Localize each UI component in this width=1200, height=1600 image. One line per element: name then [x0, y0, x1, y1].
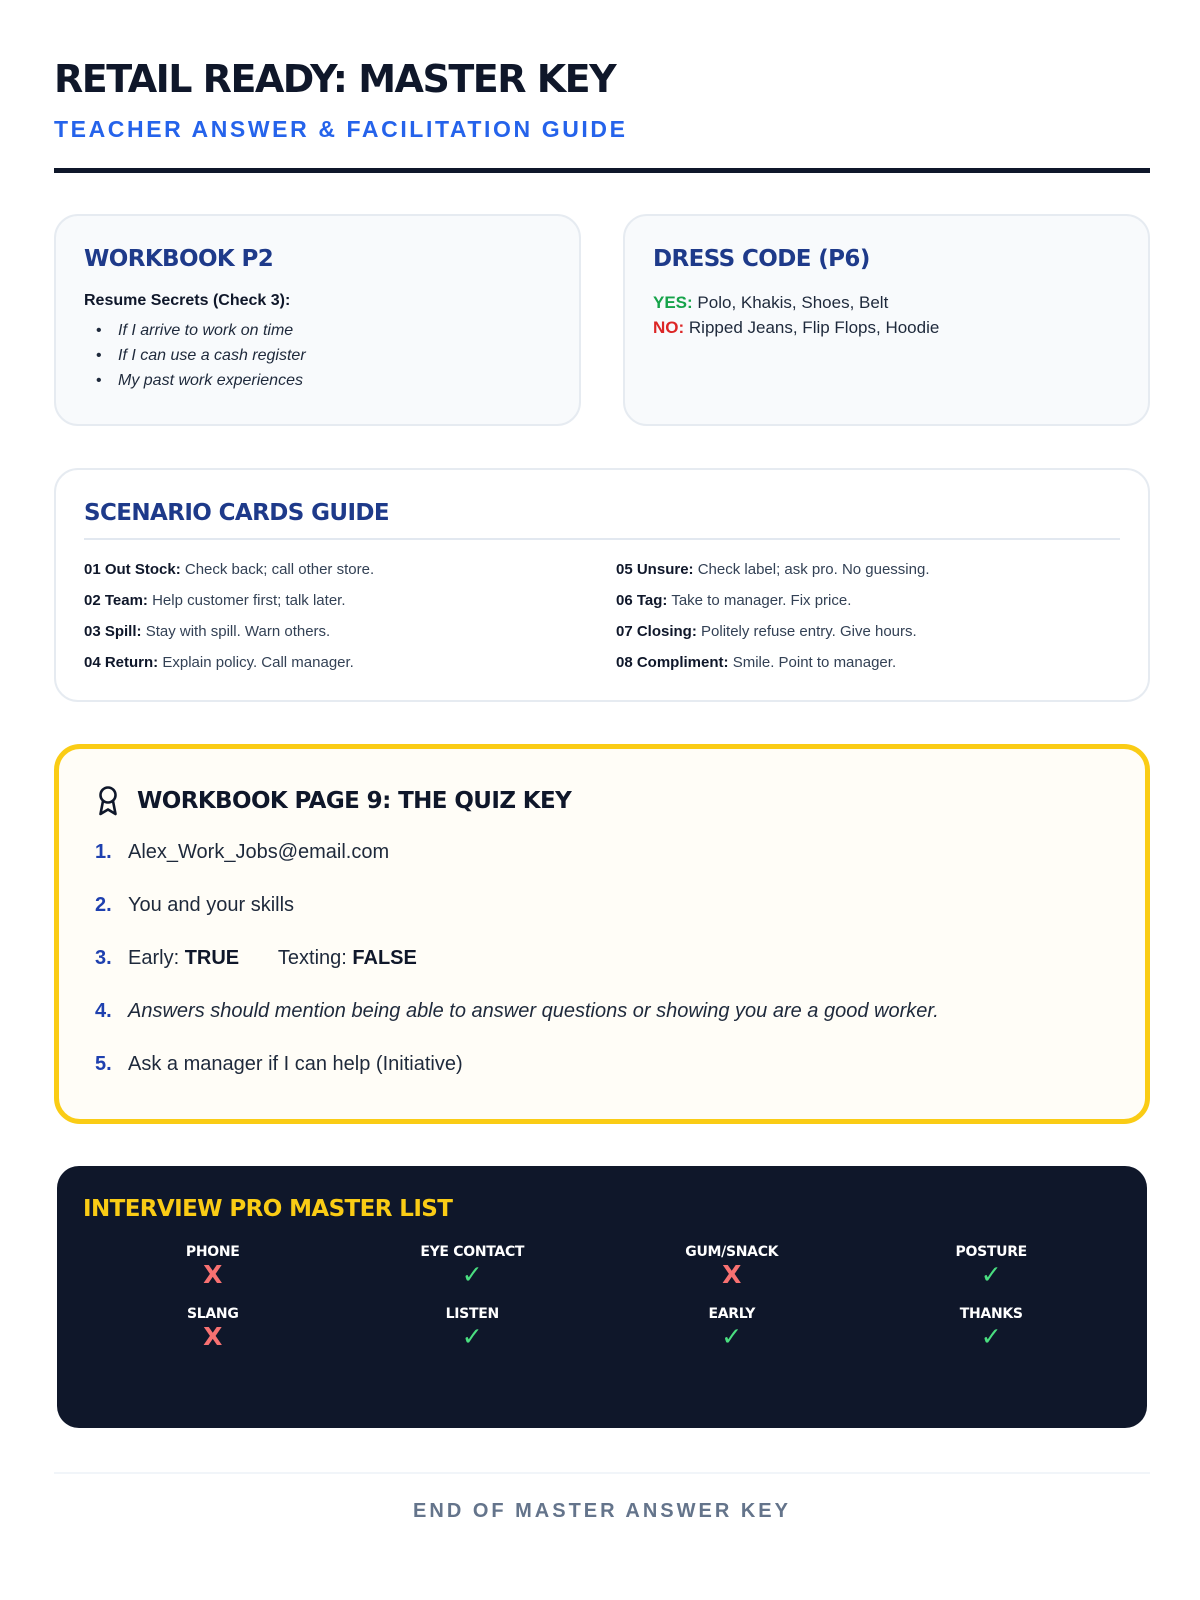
- list-item: • If I can use a cash register: [84, 343, 551, 368]
- quiz-number: 5.: [95, 1053, 112, 1075]
- interview-item-gum-snack: [602, 1244, 862, 1290]
- quiz-answer-text: Alex_Work_Jobs@email.com: [128, 841, 390, 863]
- page-header: [54, 56, 1150, 143]
- scenario-item: [616, 554, 1116, 585]
- scenario-text: Check label; ask pro. No guessing.: [697, 561, 930, 578]
- dress-code-yes-label: YES:: [653, 293, 693, 312]
- scenario-cards-guide: [54, 468, 1150, 702]
- interview-pro-master-list: [57, 1166, 1147, 1428]
- quiz-answer-text: Answers should mention being able to answer questions or showing you are a good worker.: [128, 1000, 939, 1022]
- scenario-label: 08 Compliment:: [616, 654, 729, 671]
- scenario-label: 07 Closing:: [616, 623, 697, 640]
- interview-item-slang: [83, 1306, 343, 1352]
- resume-secrets-list: [84, 318, 551, 393]
- check-mark-icon: ✓: [721, 1322, 743, 1351]
- header-divider: [54, 168, 1150, 173]
- workbook-p2-card: [54, 214, 581, 426]
- dress-code-card: [623, 214, 1150, 426]
- scenario-item: [84, 554, 616, 585]
- quiz-answer-text: You and your skills: [128, 894, 295, 916]
- award-ribbon-icon: [95, 785, 121, 817]
- resume-secrets-label: Resume Secrets (Check 3):: [84, 292, 291, 309]
- quiz-answer-1: [95, 839, 1109, 892]
- scenario-text: Take to manager. Fix price.: [671, 592, 852, 609]
- interview-item-phone: [83, 1244, 343, 1290]
- scenario-title: SCENARIO CARDS GUIDE: [84, 500, 390, 526]
- scenario-item: [84, 616, 616, 647]
- list-item: • If I arrive to work on time: [84, 318, 551, 343]
- scenario-item: [616, 585, 1116, 616]
- interview-item-early: [602, 1306, 862, 1352]
- interview-title: INTERVIEW PRO MASTER LIST: [83, 1196, 453, 1222]
- early-value: TRUE: [184, 947, 240, 969]
- interview-item-label: THANKS: [959, 1306, 1023, 1322]
- x-mark-icon: X: [722, 1260, 742, 1289]
- scenario-grid: [84, 554, 1120, 678]
- interview-item-label: LISTEN: [445, 1306, 499, 1322]
- scenario-divider: [84, 538, 1120, 540]
- scenario-text: Politely refuse entry. Give hours.: [701, 623, 917, 640]
- dress-code-yes-items: Polo, Khakis, Shoes, Belt: [697, 293, 889, 312]
- interview-item-posture: [862, 1244, 1122, 1290]
- dress-code-no-line: [653, 315, 1120, 340]
- footer-divider: [54, 1472, 1150, 1474]
- interview-item-label: POSTURE: [955, 1244, 1027, 1260]
- quiz-number: 1.: [95, 841, 112, 863]
- list-item: • My past work experiences: [84, 368, 551, 393]
- scenario-text: Stay with spill. Warn others.: [145, 623, 331, 640]
- quiz-answer-4: [95, 998, 1109, 1051]
- quiz-number: 2.: [95, 894, 112, 916]
- scenario-item: [616, 616, 1116, 647]
- check-mark-icon: ✓: [980, 1322, 1002, 1351]
- quiz-answer-5: [95, 1051, 1109, 1104]
- check-mark-icon: ✓: [461, 1322, 483, 1351]
- dress-code-yes-line: [653, 290, 1120, 315]
- footer-text: END OF MASTER ANSWER KEY: [413, 1500, 791, 1522]
- interview-item-label: EARLY: [708, 1306, 756, 1322]
- interview-grid: [83, 1244, 1121, 1352]
- quiz-answer-2: [95, 892, 1109, 945]
- interview-item-label: GUM/SNACK: [685, 1244, 779, 1260]
- scenario-label: 04 Return:: [84, 654, 159, 671]
- scenario-text: Help customer first; talk later.: [152, 592, 346, 609]
- workbook-p2-title: WORKBOOK P2: [84, 246, 274, 272]
- quiz-header: [95, 785, 1109, 817]
- x-mark-icon: X: [203, 1322, 223, 1351]
- texting-label: Texting:: [277, 947, 347, 969]
- interview-item-listen: [343, 1306, 603, 1352]
- dress-code-no-label: NO:: [653, 318, 685, 337]
- scenario-item: [84, 585, 616, 616]
- early-label: Early:: [128, 947, 180, 969]
- scenario-label: 06 Tag:: [616, 592, 668, 609]
- quiz-title: WORKBOOK PAGE 9: THE QUIZ KEY: [137, 788, 572, 814]
- scenario-label: 01 Out Stock:: [84, 561, 181, 578]
- scenario-label: 03 Spill:: [84, 623, 142, 640]
- quiz-answer-3: [95, 945, 1109, 998]
- dress-code-no-items: Ripped Jeans, Flip Flops, Hoodie: [688, 318, 940, 337]
- page-subtitle: TEACHER ANSWER & FACILITATION GUIDE: [54, 116, 628, 142]
- interview-item-eye-contact: [343, 1244, 603, 1290]
- scenario-item: [84, 647, 616, 678]
- scenario-label: 05 Unsure:: [616, 561, 694, 578]
- quiz-answer-text: Ask a manager if I can help (Initiative): [128, 1053, 463, 1075]
- check-mark-icon: ✓: [461, 1260, 483, 1289]
- dress-code-title: DRESS CODE (P6): [653, 246, 870, 272]
- interview-item-thanks: [862, 1306, 1122, 1352]
- quiz-key-card: [54, 744, 1150, 1124]
- quiz-answer-list: [95, 839, 1109, 1104]
- scenario-text: Explain policy. Call manager.: [162, 654, 354, 671]
- quiz-number: 3.: [95, 947, 112, 969]
- interview-item-label: EYE CONTACT: [420, 1244, 525, 1260]
- interview-item-label: PHONE: [185, 1244, 240, 1260]
- scenario-label: 02 Team:: [84, 592, 148, 609]
- interview-item-label: SLANG: [186, 1306, 239, 1322]
- texting-value: FALSE: [352, 947, 417, 969]
- quiz-number: 4.: [95, 1000, 112, 1022]
- scenario-text: Smile. Point to manager.: [732, 654, 897, 671]
- check-mark-icon: ✓: [980, 1260, 1002, 1289]
- scenario-item: [616, 647, 1116, 678]
- x-mark-icon: X: [203, 1260, 223, 1289]
- scenario-text: Check back; call other store.: [184, 561, 375, 578]
- page-title: RETAIL READY: MASTER KEY: [54, 57, 616, 101]
